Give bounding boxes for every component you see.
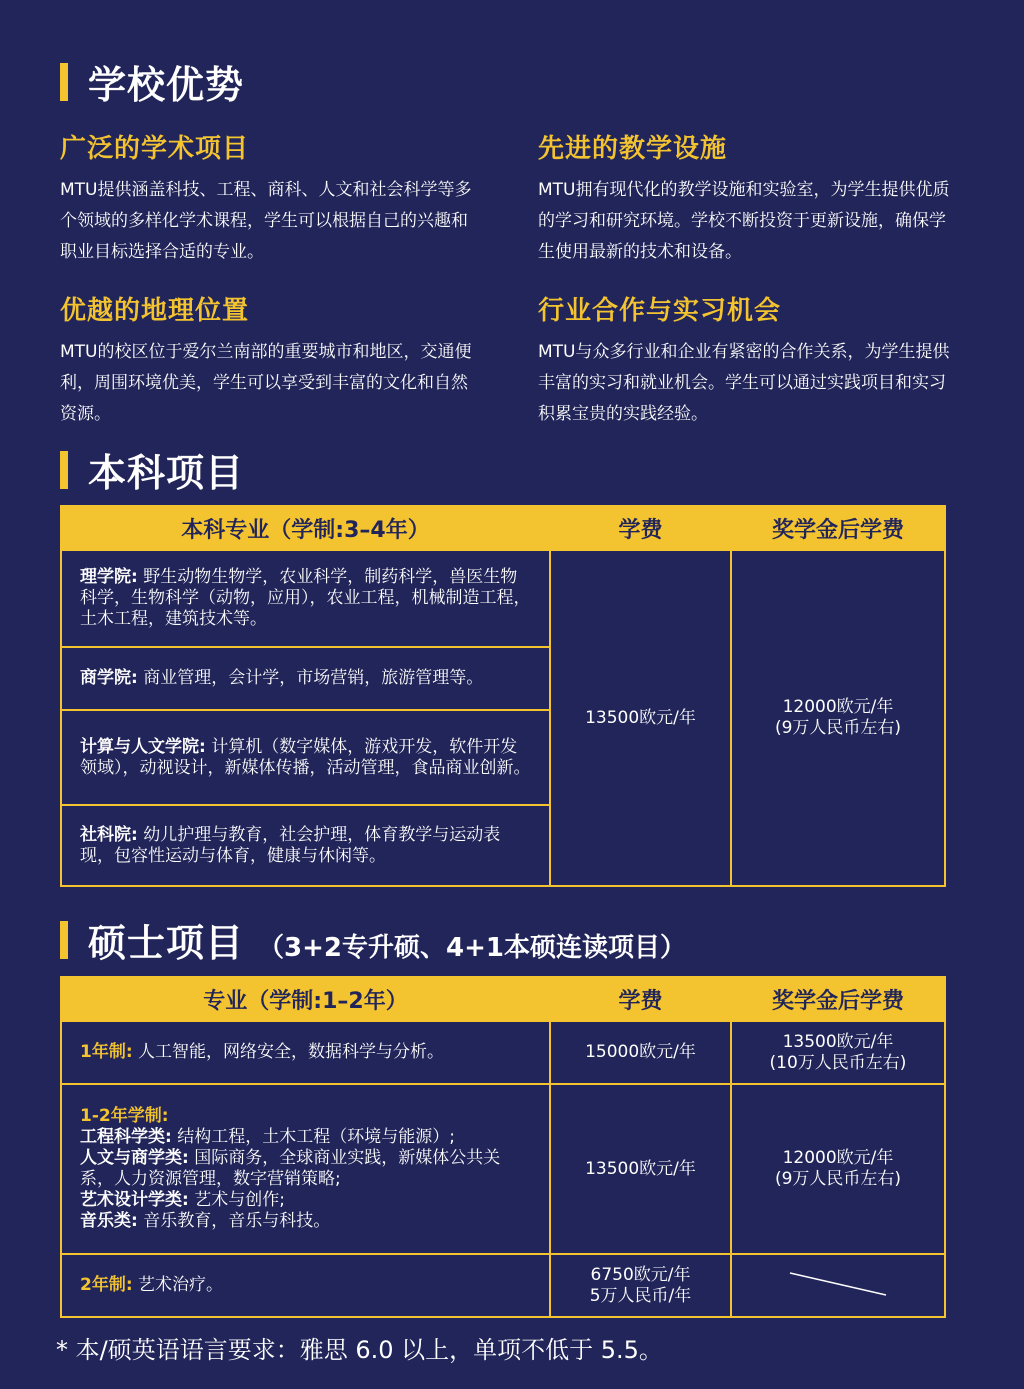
program-majors: 艺术治疗。 xyxy=(138,1275,224,1295)
table-row xyxy=(61,1021,945,1084)
master-table xyxy=(60,976,946,1318)
advantages-section-title xyxy=(60,54,244,109)
advantages-title: 学校优势 xyxy=(88,63,245,107)
school-majors: 计算机（数字媒体，游戏开发，软件开发领域），动视设计，新媒体传播，活动管理，食品商业创新。 xyxy=(80,736,531,778)
not-applicable-slash xyxy=(768,1263,908,1303)
tuition-cell xyxy=(550,1254,731,1317)
table-row xyxy=(61,1084,945,1254)
tuition-cell xyxy=(550,1021,731,1084)
tuition-value: 13500欧元/年 xyxy=(585,1158,696,1179)
school-majors: 野生动物生物学，农业科学，制药科学，兽医生物科学，生物科学（动物，应用），农业工程，机械制造工程，土木工程，建筑技术等。 xyxy=(80,567,531,629)
column-header-tuition: 学费 xyxy=(550,506,731,550)
scholarship-rmb: (10万人民币左右) xyxy=(769,1052,907,1073)
scholarship-cell xyxy=(731,1021,945,1084)
school-majors: 商业管理，会计学，市场营销，旅游管理等。 xyxy=(143,668,484,688)
duration-label: 1-2年学制: xyxy=(80,1106,169,1126)
title-accent-bar xyxy=(60,63,68,101)
category-majors: 国际商务，全球商业实践，新媒体公共关系，人力资源管理，数字营销策略; xyxy=(80,1148,501,1189)
category-label: 音乐类: xyxy=(80,1211,138,1231)
tuition-value: 6750欧元/年 xyxy=(590,1264,691,1285)
major-cell xyxy=(61,1254,550,1317)
title-accent-bar xyxy=(60,451,68,489)
category-label: 艺术设计学类: xyxy=(80,1190,189,1210)
title-accent-bar xyxy=(60,921,68,959)
category-line xyxy=(80,1148,531,1190)
tuition-value: 13500欧元/年 xyxy=(585,707,696,728)
advantage-block-academic xyxy=(60,128,480,268)
column-header-major: 专业（学制:1–2年） xyxy=(61,977,550,1021)
advantage-block-industry xyxy=(538,290,958,430)
master-section-title xyxy=(60,912,686,967)
category-label: 工程科学类: xyxy=(80,1127,172,1147)
category-line xyxy=(80,1211,531,1232)
advantage-text: MTU的校区位于爱尔兰南部的重要城市和地区，交通便利，周围环境优美，学生可以享受到丰富的文化和自然资源。 xyxy=(60,342,472,424)
advantage-heading: 优越的地理位置 xyxy=(60,296,250,326)
major-cell xyxy=(61,1084,550,1254)
scholarship-rmb: (9万人民币左右) xyxy=(774,718,902,738)
advantage-heading: 广泛的学术项目 xyxy=(60,134,250,164)
advantage-heading: 行业合作与实习机会 xyxy=(538,296,782,326)
advantage-text: MTU拥有现代化的教学设施和实验室，为学生提供优质的学习和研究环境。学校不断投资于更新设施，确保学生使用最新的技术和设备。 xyxy=(538,180,950,262)
school-label: 计算与人文学院: xyxy=(80,736,206,757)
master-title: 硕士项目 xyxy=(88,921,245,965)
advantage-heading: 先进的教学设施 xyxy=(538,134,728,164)
tuition-cell xyxy=(550,1084,731,1254)
tuition-value: 15000欧元/年 xyxy=(585,1042,696,1062)
scholarship-cell-empty xyxy=(731,1254,945,1317)
advantage-text: MTU与众多行业和企业有紧密的合作关系，为学生提供丰富的实习和就业机会。学生可以通过实践项目和实习积累宝贵的实践经验。 xyxy=(538,342,950,424)
school-label: 商学院: xyxy=(80,668,138,688)
master-subtitle: （3+2专升硕、4+1本硕连读项目） xyxy=(258,933,686,963)
scholarship-value: 12000欧元/年 xyxy=(782,1148,894,1168)
tuition-cell xyxy=(550,550,731,886)
advantage-block-facilities xyxy=(538,128,958,268)
duration-label: 2年制: xyxy=(80,1275,133,1295)
major-cell xyxy=(61,710,550,805)
undergrad-table xyxy=(60,505,946,887)
tuition-rmb: 5万人民币/年 xyxy=(589,1285,692,1306)
category-majors: 音乐教育，音乐与科技。 xyxy=(143,1211,331,1231)
advantage-block-location xyxy=(60,290,480,430)
category-line xyxy=(80,1127,531,1148)
column-header-tuition: 学费 xyxy=(550,977,731,1021)
table-row xyxy=(61,1254,945,1317)
language-requirement-footnote: * 本/硕英语语言要求：雅思 6.0 以上，单项不低于 5.5。 xyxy=(56,1336,663,1364)
duration-label: 1年制: xyxy=(80,1042,133,1062)
major-cell xyxy=(61,805,550,886)
school-label: 社科院: xyxy=(80,824,138,845)
scholarship-value: 12000欧元/年 xyxy=(782,697,894,717)
column-header-scholarship: 奖学金后学费 xyxy=(731,506,945,550)
program-majors: 人工智能，网络安全，数据科学与分析。 xyxy=(138,1042,445,1062)
major-cell xyxy=(61,647,550,710)
category-majors: 结构工程，土木工程（环境与能源）; xyxy=(177,1127,455,1147)
major-cell xyxy=(61,550,550,647)
column-header-scholarship: 奖学金后学费 xyxy=(731,977,945,1021)
scholarship-rmb: (9万人民币左右) xyxy=(774,1169,902,1189)
undergrad-title: 本科项目 xyxy=(88,451,245,495)
scholarship-cell xyxy=(731,550,945,886)
scholarship-cell xyxy=(731,1084,945,1254)
undergrad-section-title xyxy=(60,442,244,497)
table-row xyxy=(61,550,945,647)
column-header-major: 本科专业（学制:3–4年） xyxy=(61,506,550,550)
scholarship-value: 13500欧元/年 xyxy=(782,1031,894,1052)
school-majors: 幼儿护理与教育，社会护理，体育教学与运动表现，包容性运动与体育，健康与休闲等。 xyxy=(80,824,501,866)
category-majors: 艺术与创作; xyxy=(194,1190,285,1210)
category-line xyxy=(80,1190,531,1211)
category-label: 人文与商学类: xyxy=(80,1148,189,1168)
school-label: 理学院: xyxy=(80,567,138,587)
major-cell xyxy=(61,1021,550,1084)
advantage-text: MTU提供涵盖科技、工程、商科、人文和社会科学等多个领域的多样化学术课程，学生可以根据自己的兴趣和职业目标选择合适的专业。 xyxy=(60,180,472,262)
